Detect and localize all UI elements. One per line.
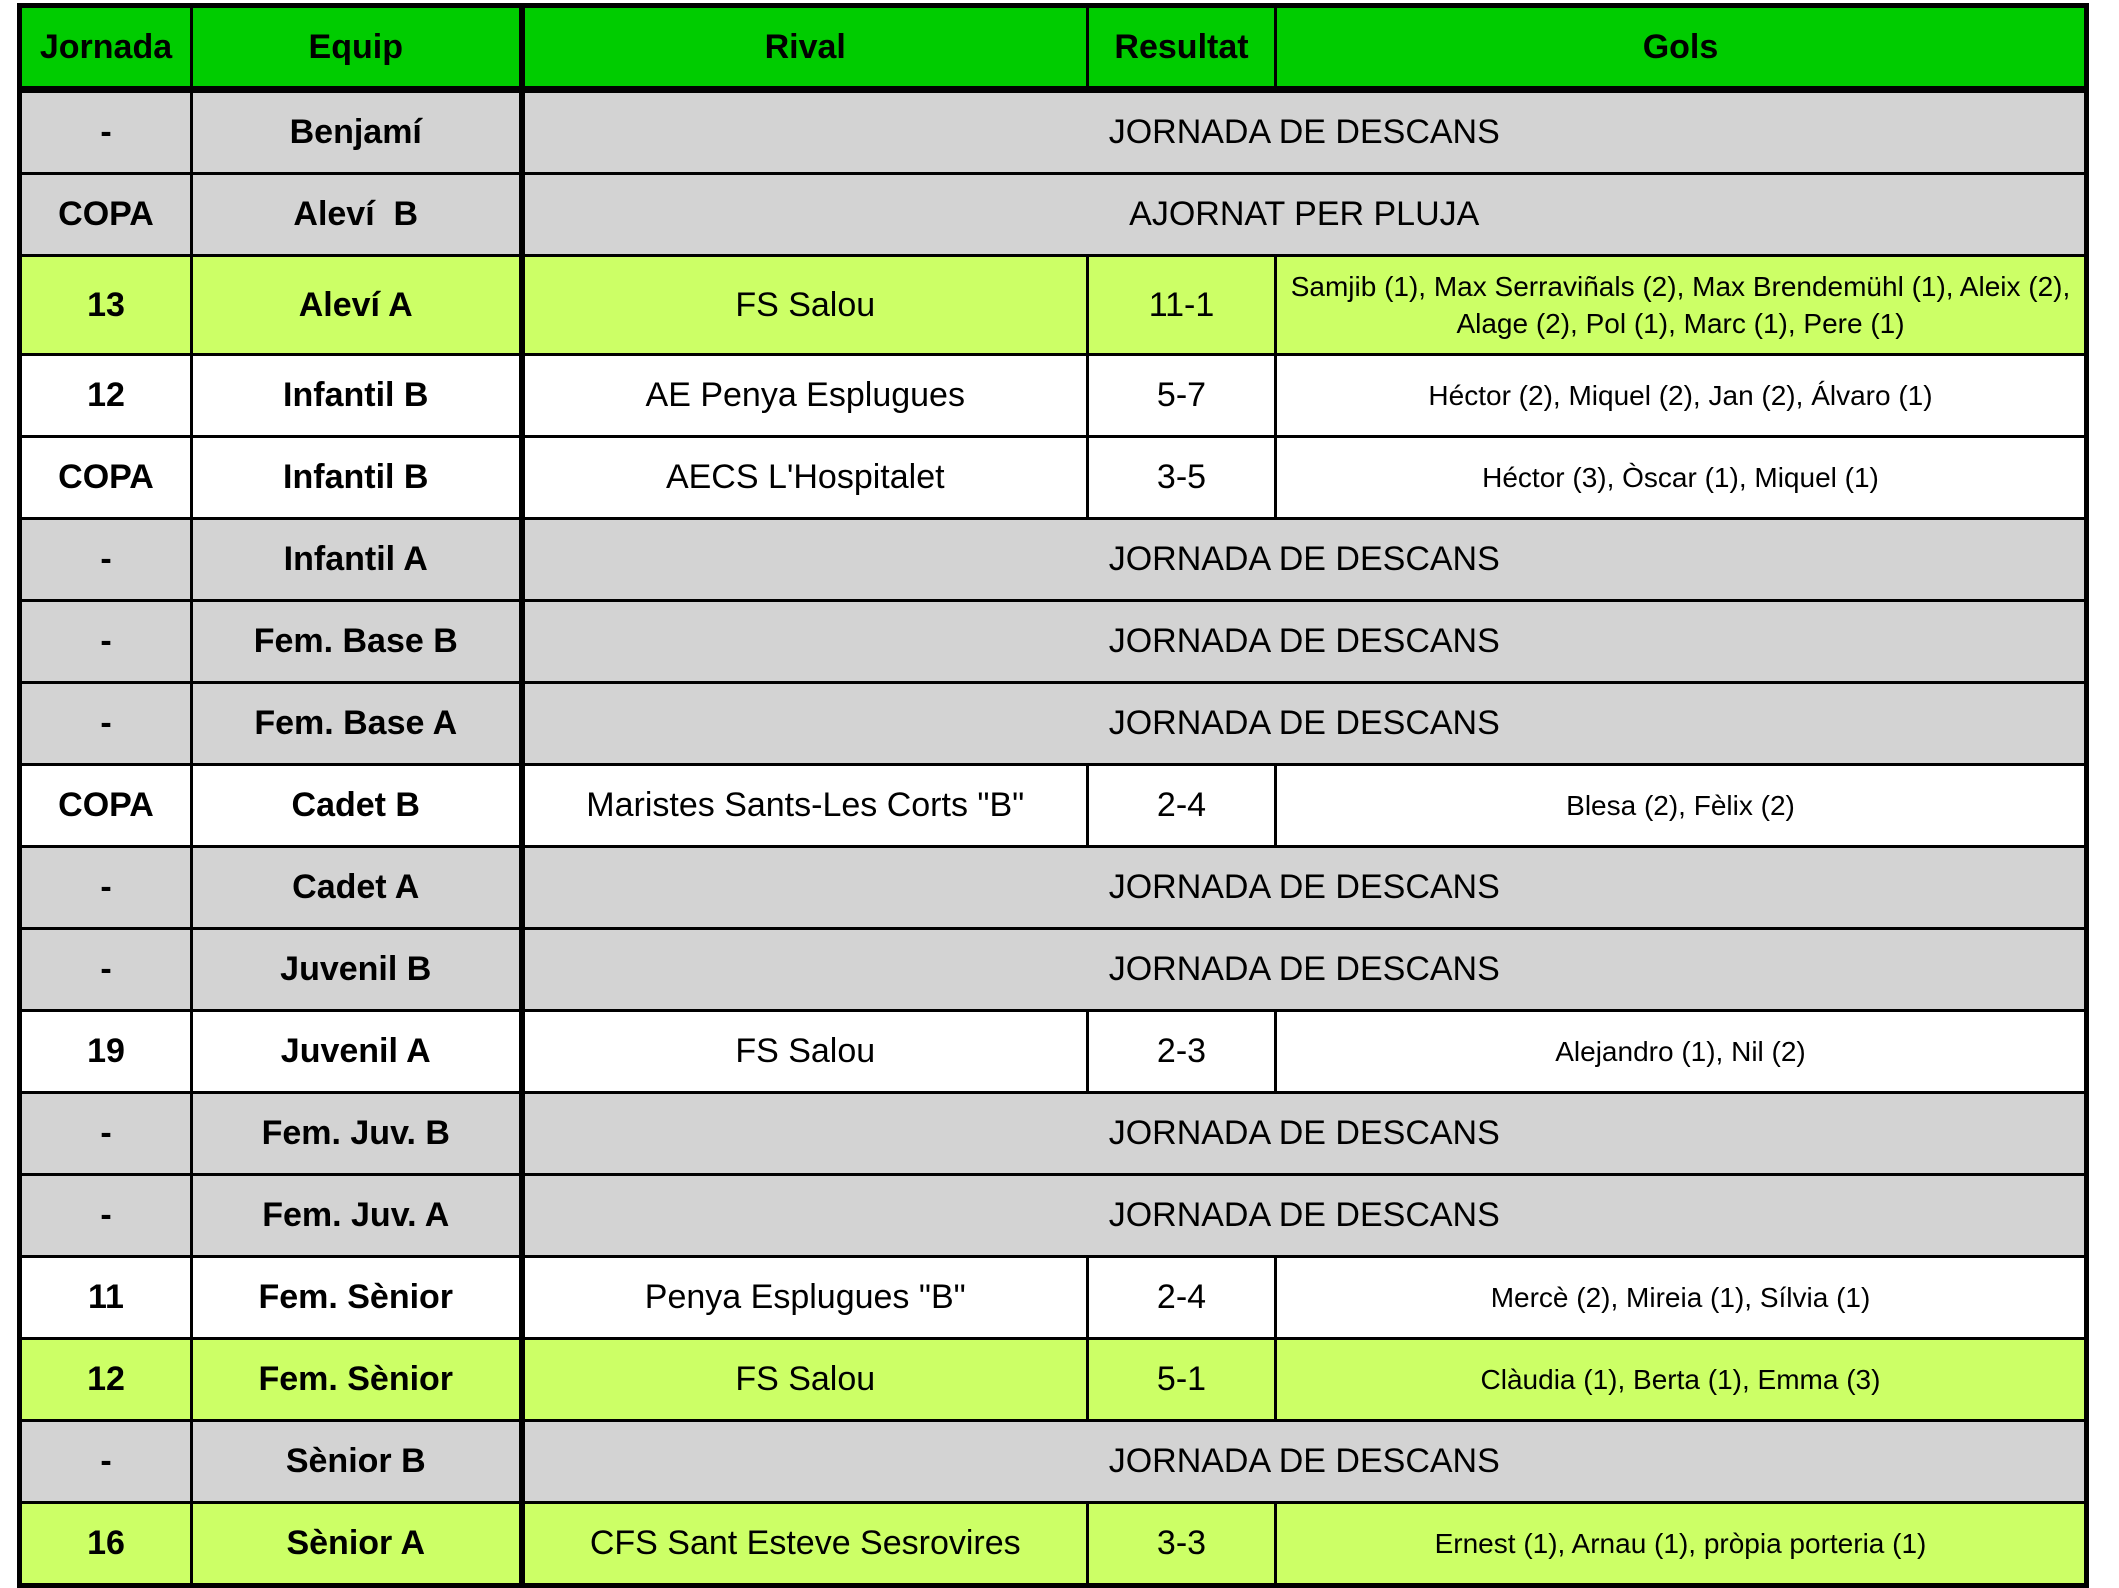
table-row [20, 1093, 2087, 1175]
jornada-cell: 13 [20, 256, 192, 355]
table-row [20, 683, 2087, 765]
status-note-cell: JORNADA DE DESCANS [522, 929, 2087, 1011]
status-note-cell: JORNADA DE DESCANS [522, 519, 2087, 601]
jornada-cell: 12 [20, 1339, 192, 1421]
equip-cell: Infantil A [192, 519, 522, 601]
rival-cell: AECS L'Hospitalet [522, 437, 1088, 519]
status-note-cell: JORNADA DE DESCANS [522, 1421, 2087, 1503]
rival-cell: FS Salou [522, 256, 1088, 355]
table-row [20, 1257, 2087, 1339]
equip-cell: Cadet A [192, 847, 522, 929]
equip-cell: Fem. Juv. A [192, 1175, 522, 1257]
gols-cell: Clàudia (1), Berta (1), Emma (3) [1276, 1339, 2087, 1421]
equip-cell: Benjamí [192, 90, 522, 174]
equip-cell: Infantil B [192, 437, 522, 519]
table-row [20, 437, 2087, 519]
table-row [20, 1011, 2087, 1093]
rival-cell: Penya Esplugues "B" [522, 1257, 1088, 1339]
table-row [20, 1421, 2087, 1503]
resultat-cell: 2-3 [1088, 1011, 1276, 1093]
rival-cell: Maristes Sants-Les Corts "B" [522, 765, 1088, 847]
equip-cell: Infantil B [192, 355, 522, 437]
gols-cell: Blesa (2), Fèlix (2) [1276, 765, 2087, 847]
table-row [20, 90, 2087, 174]
table-row [20, 1175, 2087, 1257]
jornada-cell: COPA [20, 765, 192, 847]
rival-cell: AE Penya Esplugues [522, 355, 1088, 437]
results-table [17, 3, 2089, 1588]
table-row [20, 256, 2087, 355]
jornada-cell: - [20, 1421, 192, 1503]
gols-cell: Alejandro (1), Nil (2) [1276, 1011, 2087, 1093]
rival-cell: FS Salou [522, 1011, 1088, 1093]
jornada-cell: - [20, 847, 192, 929]
equip-cell: Fem. Juv. B [192, 1093, 522, 1175]
table-row [20, 1503, 2087, 1586]
rival-cell: CFS Sant Esteve Sesrovires [522, 1503, 1088, 1586]
jornada-cell: 11 [20, 1257, 192, 1339]
header-row [20, 6, 2087, 90]
header-resultat: Resultat [1088, 6, 1276, 90]
table-row [20, 601, 2087, 683]
jornada-cell: COPA [20, 437, 192, 519]
equip-cell: Fem. Sènior [192, 1257, 522, 1339]
header-gols: Gols [1276, 6, 2087, 90]
jornada-cell: - [20, 683, 192, 765]
jornada-cell: - [20, 519, 192, 601]
header-equip: Equip [192, 6, 522, 90]
jornada-cell: - [20, 1093, 192, 1175]
gols-cell: Héctor (2), Miquel (2), Jan (2), Álvaro (1) [1276, 355, 2087, 437]
equip-cell: Fem. Base B [192, 601, 522, 683]
gols-cell: Ernest (1), Arnau (1), pròpia porteria (1) [1276, 1503, 2087, 1586]
table-row [20, 519, 2087, 601]
resultat-cell: 2-4 [1088, 1257, 1276, 1339]
gols-cell: Mercè (2), Mireia (1), Sílvia (1) [1276, 1257, 2087, 1339]
jornada-cell: 19 [20, 1011, 192, 1093]
equip-cell: Sènior A [192, 1503, 522, 1586]
resultat-cell: 2-4 [1088, 765, 1276, 847]
equip-cell: Aleví A [192, 256, 522, 355]
equip-cell: Fem. Sènior [192, 1339, 522, 1421]
header-jornada: Jornada [20, 6, 192, 90]
resultat-cell: 5-1 [1088, 1339, 1276, 1421]
header-rival: Rival [522, 6, 1088, 90]
jornada-cell: 16 [20, 1503, 192, 1586]
status-note-cell: JORNADA DE DESCANS [522, 90, 2087, 174]
equip-cell: Aleví B [192, 174, 522, 256]
jornada-cell: - [20, 1175, 192, 1257]
equip-cell: Juvenil B [192, 929, 522, 1011]
rival-cell: FS Salou [522, 1339, 1088, 1421]
table-row [20, 847, 2087, 929]
resultat-cell: 5-7 [1088, 355, 1276, 437]
equip-cell: Sènior B [192, 1421, 522, 1503]
status-note-cell: JORNADA DE DESCANS [522, 601, 2087, 683]
resultat-cell: 3-3 [1088, 1503, 1276, 1586]
status-note-cell: JORNADA DE DESCANS [522, 847, 2087, 929]
gols-cell: Héctor (3), Òscar (1), Miquel (1) [1276, 437, 2087, 519]
jornada-cell: - [20, 90, 192, 174]
table-row [20, 929, 2087, 1011]
jornada-cell: COPA [20, 174, 192, 256]
table-row [20, 765, 2087, 847]
equip-cell: Juvenil A [192, 1011, 522, 1093]
status-note-cell: AJORNAT PER PLUJA [522, 174, 2087, 256]
resultat-cell: 11-1 [1088, 256, 1276, 355]
resultat-cell: 3-5 [1088, 437, 1276, 519]
jornada-cell: 12 [20, 355, 192, 437]
table-row [20, 1339, 2087, 1421]
table-row [20, 355, 2087, 437]
status-note-cell: JORNADA DE DESCANS [522, 1175, 2087, 1257]
gols-cell: Samjib (1), Max Serraviñals (2), Max Brendemühl (1), Aleix (2), Alage (2), Pol (1), Marc (1), Pere (1) [1276, 256, 2087, 355]
jornada-cell: - [20, 601, 192, 683]
jornada-cell: - [20, 929, 192, 1011]
equip-cell: Fem. Base A [192, 683, 522, 765]
equip-cell: Cadet B [192, 765, 522, 847]
table-row [20, 174, 2087, 256]
status-note-cell: JORNADA DE DESCANS [522, 1093, 2087, 1175]
status-note-cell: JORNADA DE DESCANS [522, 683, 2087, 765]
